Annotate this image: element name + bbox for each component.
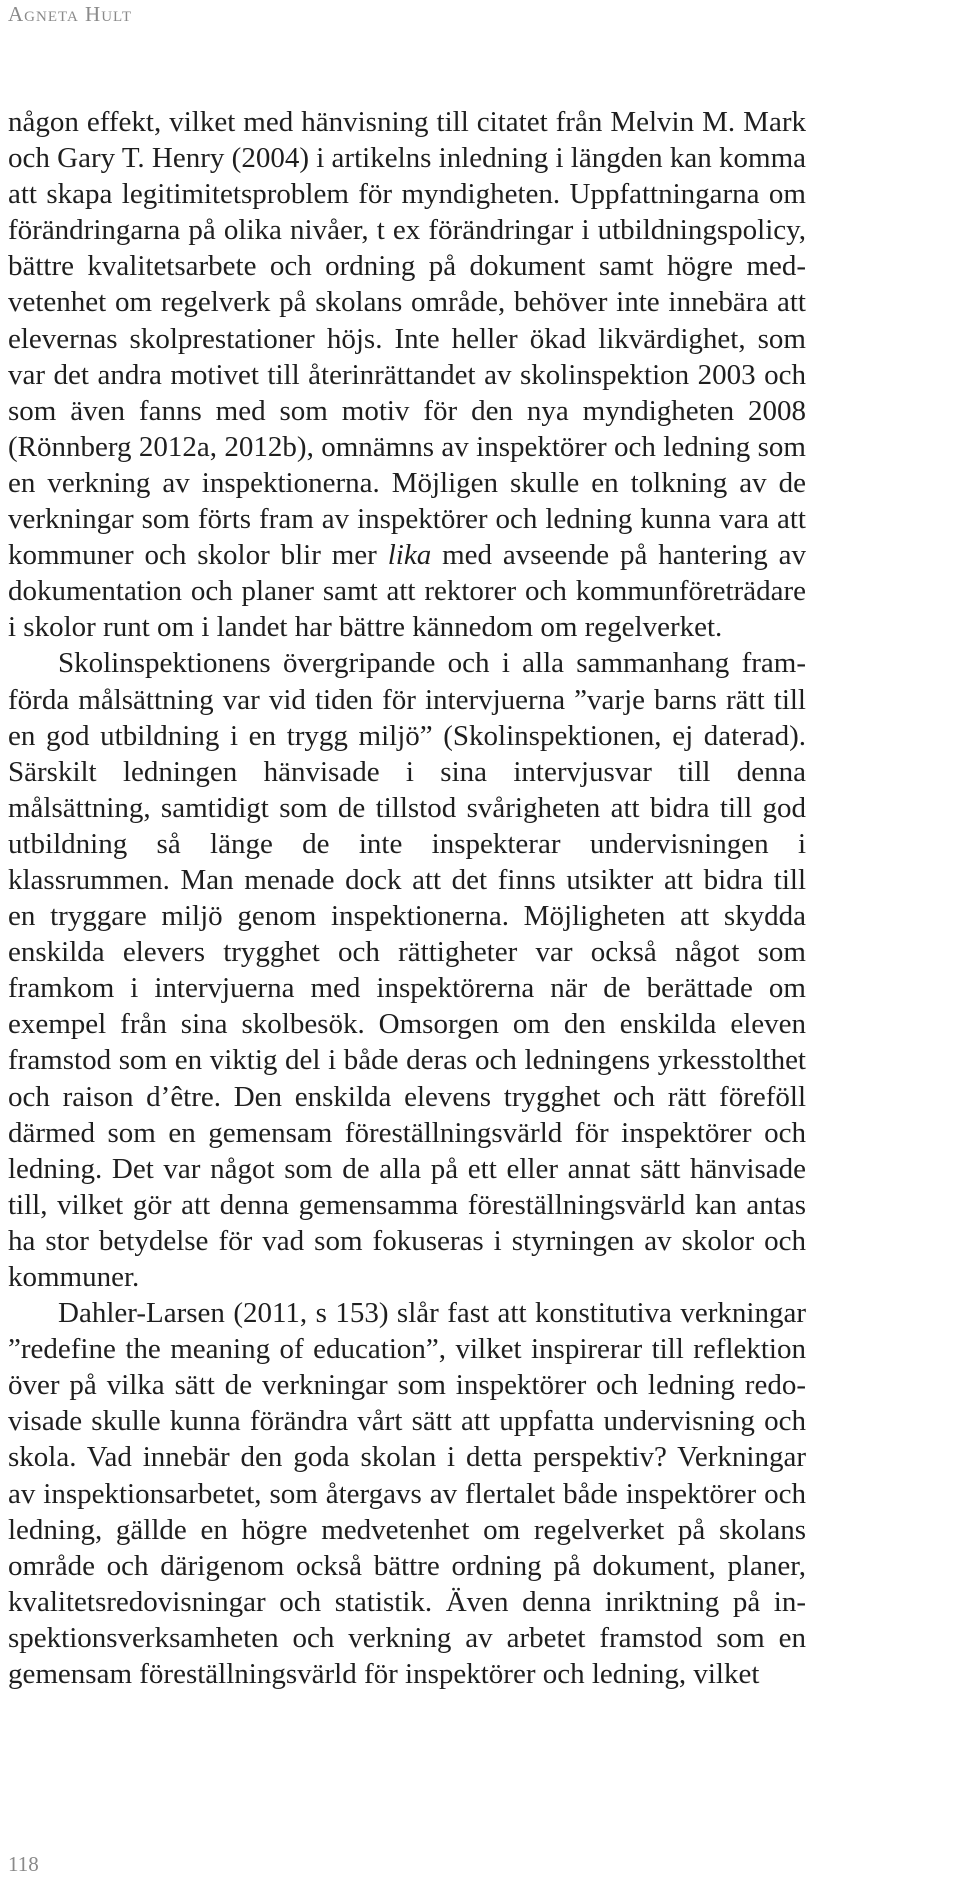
paragraph-1-text-before: någon effekt, vilket med hänvisning till citatet från Melvin M. Mark och Gary T. Henry (2004) i artikelns inledning i längden kan komma att skapa legitimitetsproblem för myndigheten. Uppfattningarna om förändringarna på olika nivåer, t ex förändringar i utbildningspolicy, bättre kvalitetsarbete och ordning på dokument samt högre medvetenhet om regelverk på skolans område, behöver inte innebära att elevernas skolprestationer höjs. Inte heller ökad likvärdighet, som var det andra motivet till återinrättandet av skolinspektion 2003 och som även fanns med som motiv för den nya myndigheten 2008 (Rönnberg 2012a, 2012b), omnämns av inspektörer och ledning som en verkning av inspektionerna. Möjligen skulle en tolkning av de verkningar som förts fram av inspektörer och ledning kunna vara att kommuner och skolor blir mer <box>8 106 806 572</box>
paragraph-1 <box>8 104 806 645</box>
page-number: 118 <box>8 1852 39 1876</box>
running-head: Agneta Hult <box>8 2 132 26</box>
paragraph-1-text-after: med avseende på hantering av dokumentation och planer samt att rektorer och kommunföreträdare i skolor runt om i landet har bättre kännedom om regelverket. <box>8 539 806 644</box>
paragraph-3: Dahler-Larsen (2011, s 153) slår fast att konstitutiva verkningar ”redefine the meaning of education”, vilket inspirerar till reflektion över på vilka sätt de verkningar som inspektörer och ledning redovisade skulle kunna förändra vårt sätt att uppfatta undervisning och skola. Vad innebär den goda skolan i detta perspektiv? Verkningar av inspektionsarbetet, som återgavs av flertalet både inspektörer och ledning, gällde en högre medvetenhet om regelverket på skolans område och därigenom också bättre ordning på dokument, planer, kvalitetsredovisningar och statistik. Även denna inriktning på inspektionsverksamheten och verkning av arbetet framstod som en gemensam föreställningsvärld för inspektörer och ledning, vilket <box>8 1297 806 1691</box>
page-body <box>8 104 806 1692</box>
paragraph-2: Skolinspektionens övergripande och i alla sammanhang framförda målsättning var vid tiden för intervjuerna ”varje barns rätt till en god utbildning i en trygg miljö” (Skolinspektionen, ej daterad). Särskilt ledningen hänvisade i sina intervjusvar till denna målsättning, samtidigt som de tillstod svårigheten att bidra till god utbildning så länge de inte inspekterar undervisningen i klassrummen. Man menade dock att det finns utsikter att bidra till en tryggare miljö genom inspektionerna. Möjligheten att skydda enskilda elevers trygghet och rättigheter var också något som framkom i intervjuerna med inspektörerna när de berättade om exempel från sina skolbesök. Omsorgen om den enskilda eleven framstod som en viktig del i både deras och ledningens yrkesstolthet och raison d’être. Den enskilda elevens trygghet och rätt föreföll därmed som en gemensam föreställningsvärld för inspektörer och ledning. Det var något som de alla på ett eller annat sätt hänvisade till, vilket gör att denna gemensamma föreställningsvärld kan antas ha stor betydelse för vad som fokuseras i styrningen av skolor och kommuner. <box>8 647 806 1293</box>
paragraph-1-emphasis: lika <box>387 539 432 572</box>
